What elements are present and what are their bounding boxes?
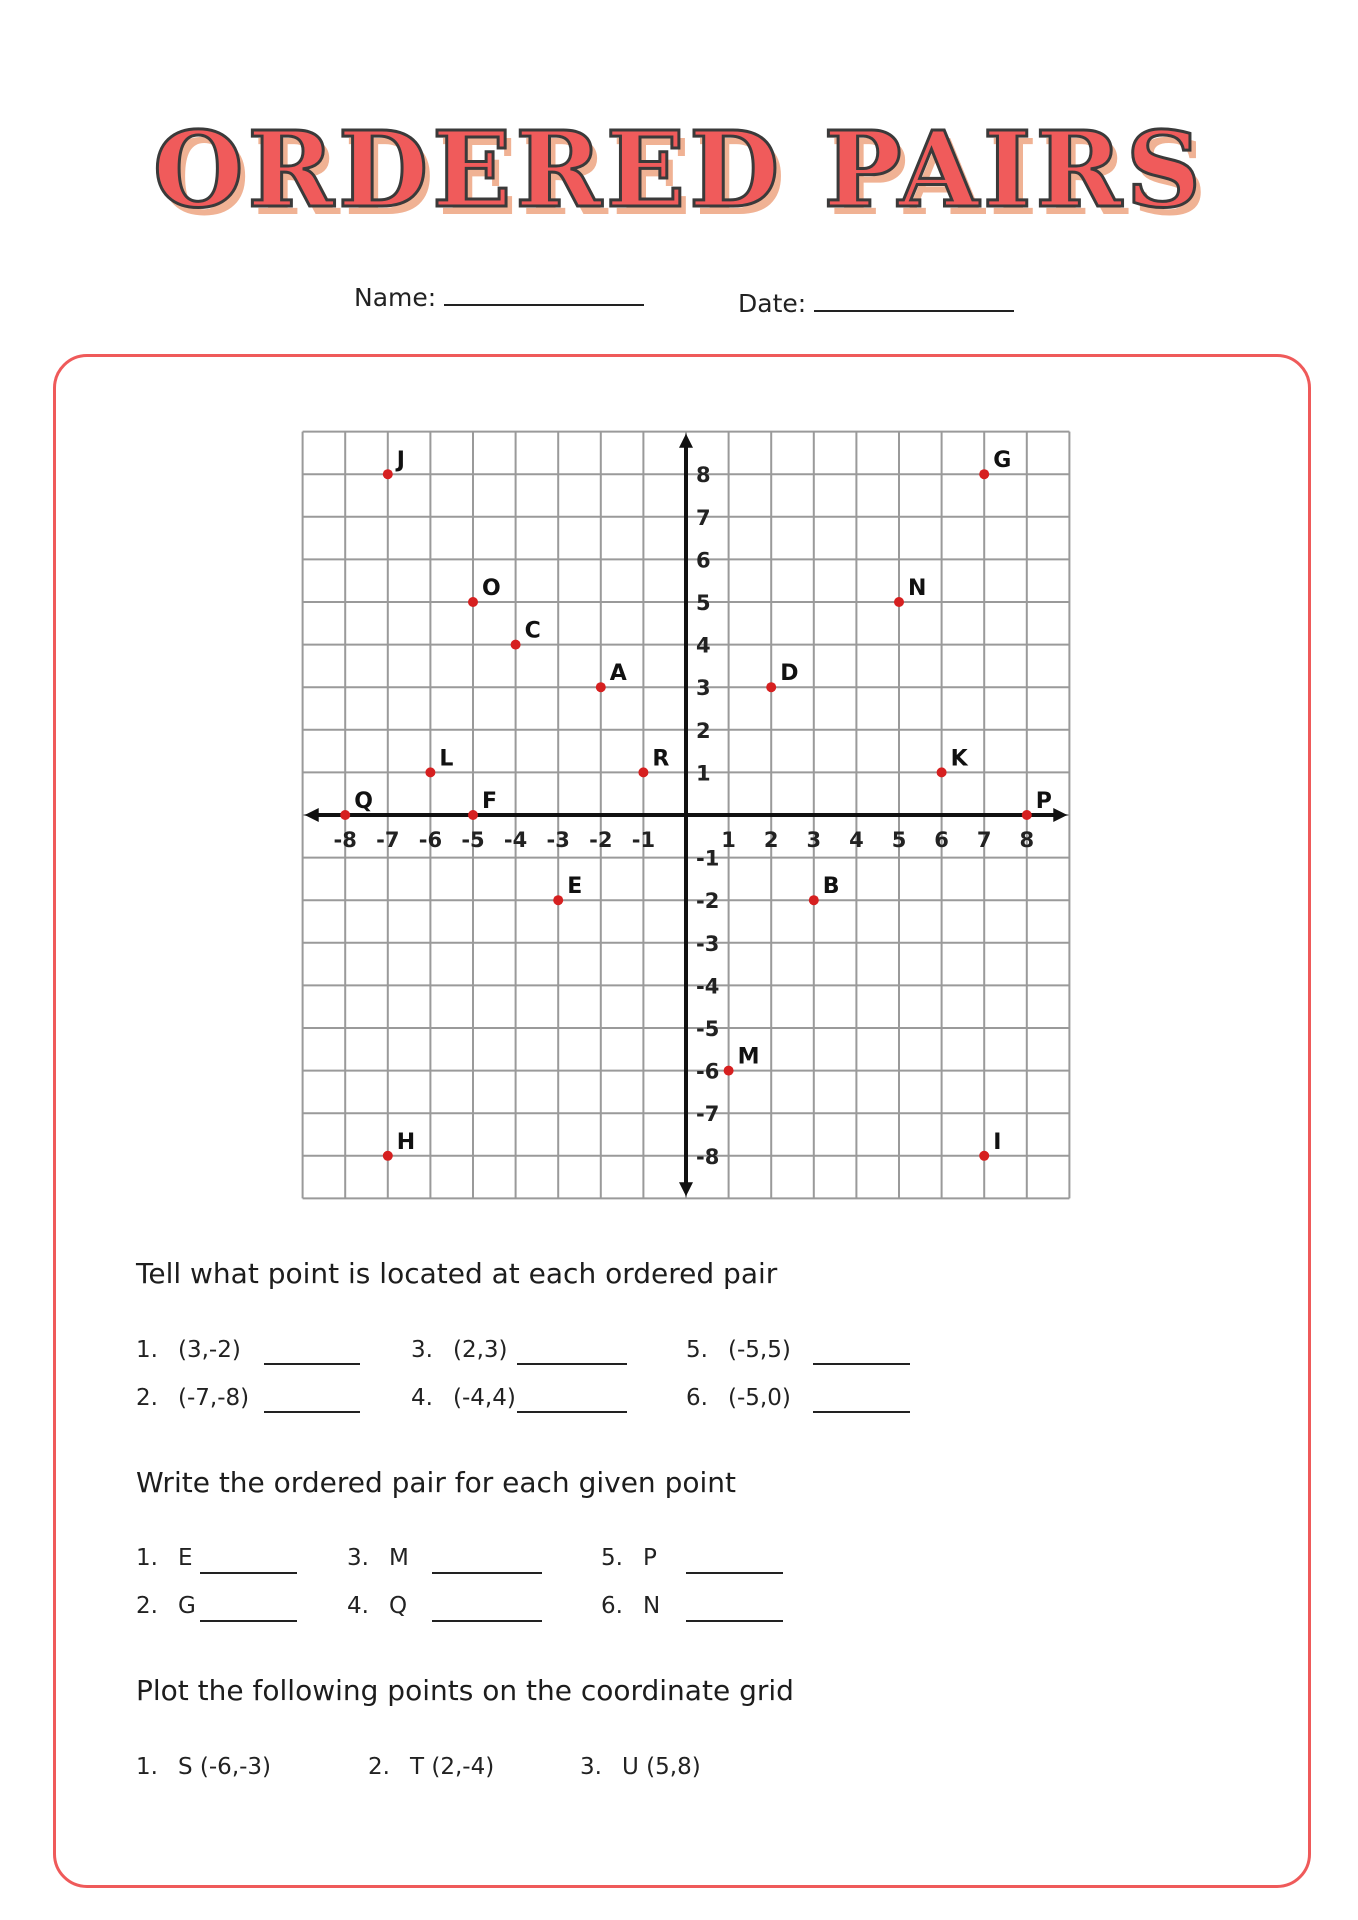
name-label: Name: [354, 283, 437, 312]
point-label-o: O [482, 576, 501, 601]
point-label-k: K [950, 746, 968, 772]
s2-q6-text: N [643, 1593, 661, 1619]
section3-heading: Plot the following points on the coordinate grid [136, 1674, 794, 1707]
s1-q5-num: 5. [686, 1337, 708, 1363]
x-tick-label: -2 [589, 828, 613, 852]
y-tick-label: -1 [696, 846, 720, 871]
s1-q2-text: (-7,-8) [178, 1385, 250, 1411]
x-tick-label: 6 [934, 828, 949, 852]
s2-answer-5[interactable] [686, 1572, 783, 1574]
point-marker-g [979, 469, 989, 479]
s3-item-2 [368, 1754, 494, 1780]
x-tick-label: 3 [806, 828, 822, 852]
s2-q5-text: P [643, 1545, 657, 1571]
s1-answer-1[interactable] [264, 1363, 360, 1365]
s2-question-2 [136, 1593, 196, 1619]
s3-i2-text: T (2,-4) [410, 1754, 495, 1780]
s2-q1-text: E [178, 1545, 193, 1571]
point-marker-f [468, 810, 478, 820]
point-marker-r [638, 767, 648, 777]
s2-question-3 [347, 1545, 409, 1571]
point-marker-p [1022, 810, 1032, 820]
point-marker-c [511, 640, 521, 650]
s2-q1-num: 1. [136, 1545, 158, 1571]
point-marker-e [553, 895, 563, 905]
point-label-p: P [1035, 789, 1052, 814]
x-tick-label: 8 [1019, 828, 1035, 852]
y-tick-label: -5 [696, 1017, 720, 1041]
s2-answer-3[interactable] [432, 1572, 542, 1574]
x-tick-label: -7 [376, 828, 400, 852]
s2-answer-1[interactable] [200, 1572, 297, 1574]
s3-i2-num: 2. [368, 1754, 390, 1780]
x-tick-label: -4 [503, 828, 528, 852]
s1-q4-num: 4. [411, 1385, 433, 1411]
s1-question-5 [686, 1337, 791, 1363]
y-tick-label: 8 [696, 463, 711, 488]
point-label-j: J [396, 448, 405, 474]
s2-answer-4[interactable] [432, 1620, 542, 1622]
x-tick-label: -5 [461, 828, 485, 852]
s2-answer-2[interactable] [200, 1620, 297, 1622]
s2-q2-text: G [178, 1593, 196, 1619]
s1-q2-num: 2. [136, 1385, 158, 1411]
s1-question-2 [136, 1385, 249, 1411]
y-tick-label: 3 [696, 676, 711, 701]
s1-answer-6[interactable] [813, 1411, 910, 1413]
x-tick-label: 2 [763, 828, 779, 852]
point-label-r: R [652, 746, 670, 772]
section1-heading: Tell what point is located at each ordered pair [136, 1257, 778, 1290]
y-tick-label: -7 [696, 1102, 720, 1127]
y-tick-label: 1 [696, 761, 711, 786]
point-label-d: D [780, 661, 799, 687]
y-axis-arrow-down [679, 1182, 693, 1196]
s3-i3-num: 3. [580, 1754, 602, 1780]
s2-question-5 [601, 1545, 657, 1571]
y-tick-label: -4 [696, 974, 720, 999]
point-marker-d [766, 682, 776, 692]
s1-answer-2[interactable] [264, 1411, 360, 1413]
point-label-l: L [439, 746, 454, 772]
point-label-b: B [822, 874, 840, 900]
s1-question-4 [411, 1385, 516, 1411]
s1-q1-text: (3,-2) [178, 1337, 241, 1363]
x-tick-label: 1 [721, 828, 736, 852]
point-marker-k [937, 767, 947, 777]
x-tick-label: 4 [849, 828, 864, 852]
point-label-m: M [737, 1044, 760, 1070]
s2-q3-num: 3. [347, 1545, 369, 1571]
s1-q3-num: 3. [411, 1337, 433, 1363]
s1-q3-text: (2,3) [453, 1337, 508, 1363]
s2-question-4 [347, 1593, 407, 1619]
x-tick-label: -3 [546, 828, 570, 852]
point-label-a: A [609, 661, 627, 687]
y-tick-label: 6 [696, 548, 711, 573]
y-tick-label: 7 [696, 505, 711, 530]
s3-i3-text: U (5,8) [622, 1754, 701, 1780]
point-marker-o [468, 597, 478, 607]
point-label-e: E [567, 874, 583, 900]
s1-q6-num: 6. [686, 1385, 708, 1411]
s1-q4-text: (-4,4) [453, 1385, 516, 1411]
point-label-f: F [482, 789, 498, 814]
s1-question-1 [136, 1337, 241, 1363]
s1-answer-5[interactable] [813, 1363, 910, 1365]
s1-question-6 [686, 1385, 791, 1411]
s2-answer-6[interactable] [686, 1620, 783, 1622]
s3-item-1 [136, 1754, 271, 1780]
point-marker-q [340, 810, 350, 820]
x-tick-label: -1 [631, 828, 656, 852]
point-marker-l [425, 767, 435, 777]
point-label-g: G [993, 448, 1012, 474]
y-tick-label: 2 [696, 718, 711, 743]
point-label-i: I [993, 1129, 1002, 1155]
x-tick-label: 5 [891, 828, 907, 852]
s2-q4-num: 4. [347, 1593, 369, 1619]
s1-answer-4[interactable] [517, 1411, 627, 1413]
s2-question-1 [136, 1545, 193, 1571]
point-marker-j [383, 469, 393, 479]
point-label-c: C [524, 618, 541, 644]
point-marker-a [596, 682, 606, 692]
point-marker-n [894, 597, 904, 607]
s2-q5-num: 5. [601, 1545, 623, 1571]
point-label-n: N [908, 576, 927, 601]
s1-answer-3[interactable] [517, 1363, 627, 1365]
s2-q4-text: Q [389, 1593, 408, 1619]
y-tick-label: -8 [696, 1144, 720, 1169]
s1-q6-text: (-5,0) [728, 1385, 791, 1411]
y-tick-label: -2 [696, 889, 720, 914]
worksheet-title: ORDERED PAIRS [152, 108, 1206, 231]
point-marker-h [383, 1151, 393, 1161]
y-tick-label: -3 [696, 931, 720, 956]
y-tick-label: -6 [696, 1059, 720, 1084]
x-axis-arrow-right [1053, 808, 1067, 822]
point-label-q: Q [354, 789, 373, 814]
x-tick-label: -6 [418, 828, 443, 852]
x-axis-arrow-left [305, 808, 319, 822]
s3-i1-num: 1. [136, 1754, 158, 1780]
x-tick-label: -8 [333, 828, 357, 852]
point-marker-b [809, 895, 819, 905]
date-label: Date: [738, 289, 807, 318]
section2-heading: Write the ordered pair for each given point [136, 1466, 736, 1499]
s2-question-6 [601, 1593, 660, 1619]
x-tick-label: 7 [976, 828, 992, 852]
s3-item-3 [580, 1754, 701, 1780]
y-tick-label: 4 [696, 633, 711, 658]
point-marker-i [979, 1151, 989, 1161]
y-tick-label: 5 [696, 591, 711, 615]
s2-q6-num: 6. [601, 1593, 623, 1619]
s1-q1-num: 1. [136, 1337, 158, 1363]
s1-question-3 [411, 1337, 508, 1363]
s2-q2-num: 2. [136, 1593, 158, 1619]
y-axis-arrow-up [679, 434, 693, 448]
point-label-h: H [396, 1129, 416, 1155]
s3-i1-text: S (-6,-3) [178, 1754, 272, 1780]
s1-q5-text: (-5,5) [728, 1337, 791, 1363]
s2-q3-text: M [389, 1545, 409, 1571]
point-marker-m [724, 1066, 734, 1076]
